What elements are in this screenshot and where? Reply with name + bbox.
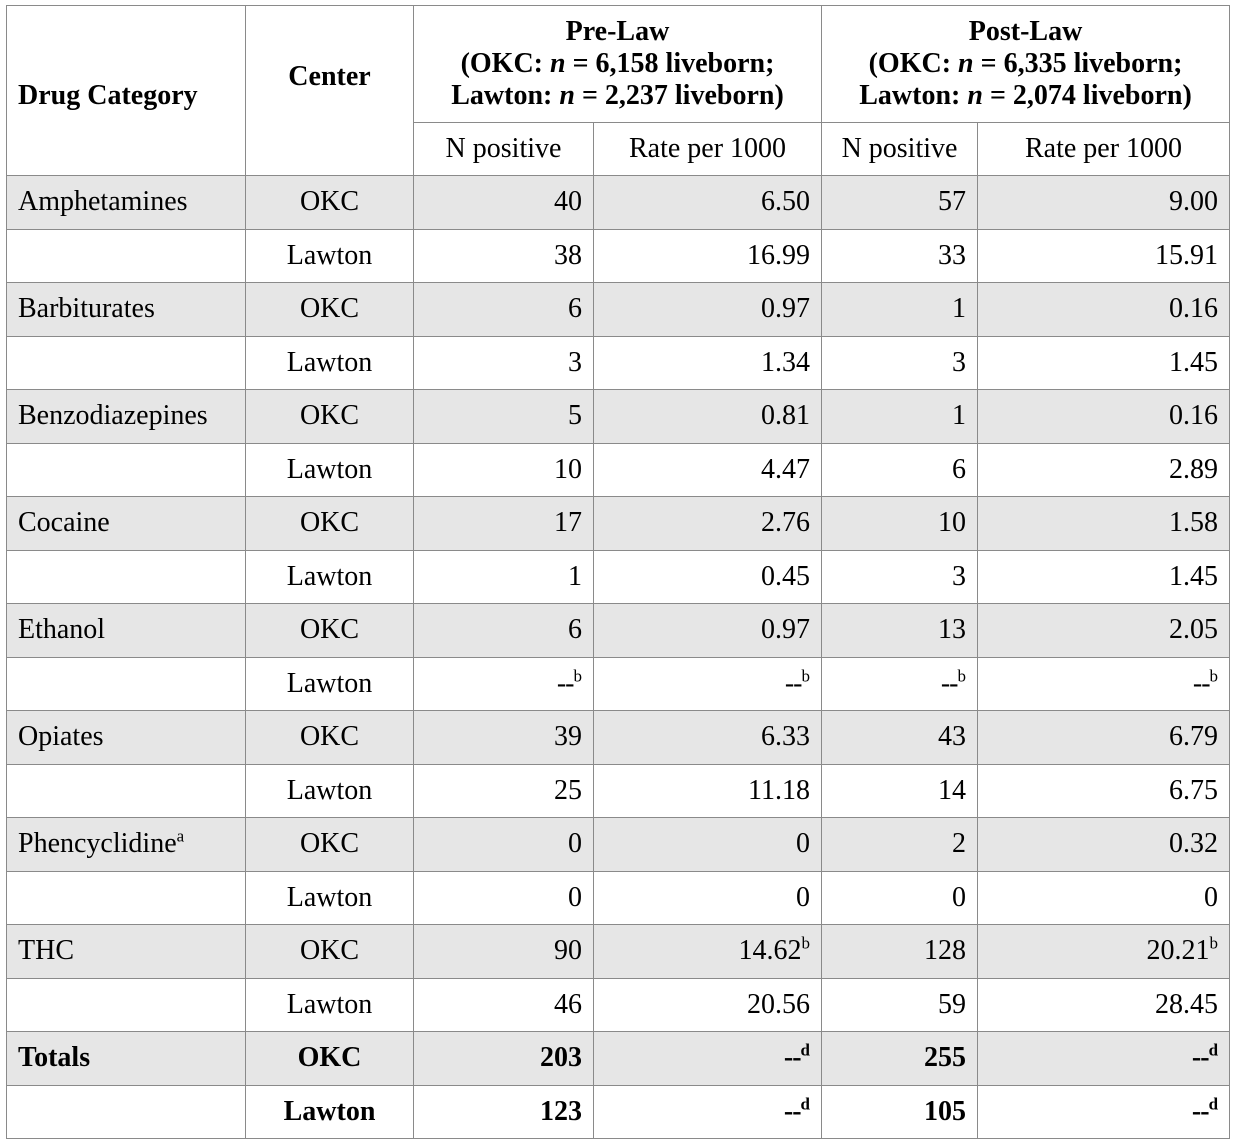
pre-rate-cell: [594, 176, 822, 230]
post-rate-cell: [978, 657, 1230, 711]
drug-category-cell: [7, 604, 246, 658]
drug-category-cell: [7, 818, 246, 872]
center-cell-value: OKC: [299, 935, 360, 967]
pre-rate-cell: [594, 497, 822, 551]
post-rate-cell-value: 1.45: [1169, 346, 1219, 378]
header-pre-law-title: Pre-Law: [565, 16, 670, 47]
center-cell-value: OKC: [299, 828, 360, 860]
drug-category-cell: [7, 1032, 246, 1086]
post-rate-cell: [978, 925, 1230, 979]
drug-category-cell: [7, 978, 246, 1032]
post-n-positive-cell-value: 10: [938, 507, 967, 539]
drug-category-cell: [7, 336, 246, 390]
post-rate-cell: [978, 711, 1230, 765]
header-pre-law: [414, 6, 822, 123]
pre-rate-cell-value: 11.18: [748, 774, 811, 806]
drug-category-cell-value: Opiates: [18, 721, 104, 753]
pre-n-positive-cell: [414, 657, 594, 711]
post-rate-cell: [978, 336, 1230, 390]
pre-n-positive-cell: [414, 818, 594, 872]
footnote-marker: d: [800, 1040, 811, 1060]
drug-category-cell: [7, 176, 246, 230]
center-cell-value: Lawton: [286, 881, 373, 913]
pre-n-positive-cell: [414, 1085, 594, 1139]
footnote-marker: d: [1208, 1040, 1219, 1060]
post-rate-cell: [978, 550, 1230, 604]
footnote-marker: a: [176, 826, 185, 846]
pre-n-positive-cell: [414, 550, 594, 604]
center-cell: [246, 1085, 414, 1139]
pre-rate-cell: [594, 764, 822, 818]
header-post-law-okc-value: = 6,335 liveborn;: [973, 48, 1183, 79]
post-n-positive-cell: [822, 229, 978, 283]
table-row: [7, 711, 1230, 765]
table-row: [7, 604, 1230, 658]
drug-category-cell-value: Phencyclidine: [18, 828, 177, 860]
footnote-marker: d: [1208, 1094, 1219, 1114]
post-rate-cell-value: 1.58: [1169, 507, 1219, 539]
header-pre-law-lawton-prefix: Lawton:: [451, 80, 560, 111]
post-n-positive-cell-value: 14: [938, 774, 967, 806]
drug-category-cell: [7, 283, 246, 337]
pre-rate-cell-value: 6.33: [761, 721, 811, 753]
pre-rate-cell-value: 20.56: [747, 988, 811, 1020]
table-row: [7, 818, 1230, 872]
drug-category-cell-value: Cocaine: [18, 507, 110, 539]
post-n-positive-cell: [822, 871, 978, 925]
pre-n-positive-cell: [414, 176, 594, 230]
header-pre-law-lawton-n: n: [559, 80, 575, 111]
drug-category-cell-value: Barbiturates: [18, 293, 155, 325]
post-rate-cell: [978, 978, 1230, 1032]
header-pre-rate: Rate per 1000: [594, 123, 822, 176]
table-row: [7, 443, 1230, 497]
center-cell: [246, 657, 414, 711]
center-cell-value: OKC: [299, 721, 360, 753]
header-post-law-lawton-n: n: [967, 80, 983, 111]
pre-rate-cell: [594, 1085, 822, 1139]
center-cell-value: Lawton: [286, 560, 373, 592]
post-rate-cell-value: 0.16: [1169, 293, 1219, 325]
center-cell: [246, 336, 414, 390]
table-row: [7, 497, 1230, 551]
table-row: [7, 283, 1230, 337]
table-row: [7, 176, 1230, 230]
footnote-marker: b: [1209, 666, 1219, 686]
post-n-positive-cell: [822, 283, 978, 337]
pre-rate-cell-value: 0.97: [761, 293, 811, 325]
post-rate-cell: [978, 604, 1230, 658]
footnote-marker: b: [957, 666, 967, 686]
post-n-positive-cell-value: 3: [952, 560, 967, 592]
header-center: Center: [246, 6, 414, 176]
pre-rate-cell-value: 2.76: [761, 507, 811, 539]
pre-n-positive-cell-value: --: [556, 667, 574, 699]
post-rate-cell-value: 2.89: [1169, 453, 1219, 485]
pre-n-positive-cell: [414, 925, 594, 979]
post-n-positive-cell: [822, 978, 978, 1032]
table-body: [7, 176, 1230, 1139]
post-rate-cell: [978, 283, 1230, 337]
drug-category-cell: [7, 229, 246, 283]
footnote-marker: b: [1209, 933, 1219, 953]
center-cell: [246, 176, 414, 230]
center-cell-value: OKC: [299, 507, 360, 539]
pre-n-positive-cell: [414, 1032, 594, 1086]
post-n-positive-cell-value: 2: [952, 828, 967, 860]
table-row: [7, 1085, 1230, 1139]
pre-rate-cell: [594, 871, 822, 925]
pre-n-positive-cell-value: 0: [568, 881, 582, 913]
post-rate-cell: [978, 497, 1230, 551]
post-rate-cell-value: 0: [1204, 881, 1219, 913]
pre-rate-cell: [594, 978, 822, 1032]
post-rate-cell-value: 20.21: [1146, 935, 1210, 967]
post-rate-cell-value: --: [1192, 667, 1210, 699]
header-pre-law-okc-n: n: [550, 48, 566, 79]
pre-rate-cell: [594, 818, 822, 872]
header-pre-n-positive: N positive: [414, 123, 594, 176]
pre-n-positive-cell-value: 46: [554, 988, 582, 1020]
post-n-positive-cell: [822, 176, 978, 230]
pre-rate-cell: [594, 1032, 822, 1086]
center-cell: [246, 229, 414, 283]
table-row: [7, 657, 1230, 711]
post-n-positive-cell: [822, 604, 978, 658]
center-cell: [246, 818, 414, 872]
pre-n-positive-cell: [414, 443, 594, 497]
header-pre-law-okc-value: = 6,158 liveborn;: [565, 48, 775, 79]
pre-rate-cell-value: --: [783, 1095, 801, 1127]
post-rate-cell: [978, 443, 1230, 497]
pre-n-positive-cell-value: 6: [568, 293, 582, 325]
post-n-positive-cell: [822, 497, 978, 551]
pre-n-positive-cell-value: 17: [554, 507, 582, 539]
table-row: [7, 229, 1230, 283]
pre-rate-cell: [594, 229, 822, 283]
post-n-positive-cell: [822, 711, 978, 765]
post-n-positive-cell-value: 57: [938, 186, 967, 218]
table-row: [7, 925, 1230, 979]
post-n-positive-cell-value: 43: [938, 721, 967, 753]
post-n-positive-cell-value: 33: [938, 239, 967, 271]
post-rate-cell: [978, 229, 1230, 283]
pre-rate-cell: [594, 550, 822, 604]
center-cell: [246, 283, 414, 337]
footnote-marker: d: [800, 1094, 811, 1114]
post-n-positive-cell: [822, 925, 978, 979]
header-post-law-title: Post-Law: [968, 16, 1083, 47]
post-n-positive-cell-value: 6: [952, 453, 967, 485]
post-n-positive-cell-value: 255: [924, 1042, 967, 1074]
header-row-main: [7, 6, 1230, 123]
post-n-positive-cell-value: 3: [952, 346, 967, 378]
center-cell-value: Lawton: [286, 453, 373, 485]
pre-n-positive-cell-value: 38: [554, 239, 582, 271]
pre-n-positive-cell-value: 3: [568, 346, 582, 378]
post-n-positive-cell-value: --: [940, 667, 958, 699]
drug-category-cell-value: Amphetamines: [18, 186, 188, 218]
post-rate-cell-value: 0.16: [1169, 400, 1219, 432]
pre-n-positive-cell-value: 90: [554, 935, 582, 967]
post-rate-cell: [978, 1085, 1230, 1139]
center-cell: [246, 390, 414, 444]
pre-rate-cell-value: 0.97: [761, 614, 811, 646]
center-cell: [246, 604, 414, 658]
post-n-positive-cell-value: 0: [952, 881, 967, 913]
center-cell-value: Lawton: [286, 667, 373, 699]
pre-rate-cell-value: 1.34: [761, 346, 811, 378]
pre-rate-cell-value: --: [783, 1042, 801, 1074]
post-n-positive-cell: [822, 336, 978, 390]
drug-category-cell-value: THC: [18, 935, 74, 967]
table-row: [7, 978, 1230, 1032]
pre-rate-cell: [594, 443, 822, 497]
center-cell-value: OKC: [299, 614, 360, 646]
table-row: [7, 336, 1230, 390]
header-post-law-okc-prefix: (OKC:: [868, 48, 959, 79]
pre-n-positive-cell-value: 203: [540, 1042, 582, 1074]
center-cell-value: OKC: [297, 1042, 362, 1074]
footnote-marker: b: [801, 933, 811, 953]
pre-n-positive-cell: [414, 711, 594, 765]
post-rate-cell-value: 6.79: [1169, 721, 1219, 753]
header-pre-law-okc-prefix: (OKC:: [460, 48, 551, 79]
drug-category-cell-value: Totals: [18, 1042, 91, 1074]
header-post-law-lawton-value: = 2,074 liveborn): [982, 80, 1192, 111]
drug-category-cell: [7, 443, 246, 497]
post-rate-cell: [978, 764, 1230, 818]
post-rate-cell: [978, 818, 1230, 872]
header-pre-law-lawton-value: = 2,237 liveborn): [574, 80, 784, 111]
center-cell-value: OKC: [299, 400, 360, 432]
drug-category-cell-value: Ethanol: [18, 614, 106, 646]
center-cell: [246, 497, 414, 551]
drug-category-cell-value: Benzodiazepines: [18, 400, 208, 432]
post-rate-cell-value: 6.75: [1169, 774, 1219, 806]
footnote-marker: b: [573, 666, 582, 686]
drug-category-cell: [7, 925, 246, 979]
pre-n-positive-cell: [414, 604, 594, 658]
center-cell: [246, 443, 414, 497]
post-rate-cell-value: 2.05: [1169, 614, 1219, 646]
drug-category-cell: [7, 497, 246, 551]
pre-n-positive-cell-value: 40: [554, 186, 582, 218]
pre-n-positive-cell: [414, 871, 594, 925]
post-rate-cell: [978, 176, 1230, 230]
table-row: [7, 764, 1230, 818]
post-n-positive-cell-value: 105: [924, 1095, 967, 1127]
post-n-positive-cell-value: 128: [924, 935, 967, 967]
pre-rate-cell: [594, 925, 822, 979]
pre-rate-cell-value: 0: [796, 828, 811, 860]
pre-rate-cell-value: 0.81: [761, 400, 811, 432]
table-header: [7, 6, 1230, 176]
post-n-positive-cell-value: 59: [938, 988, 967, 1020]
pre-n-positive-cell-value: 5: [568, 400, 582, 432]
header-post-law: [822, 6, 1230, 123]
post-n-positive-cell-value: 13: [938, 614, 967, 646]
pre-n-positive-cell: [414, 229, 594, 283]
pre-n-positive-cell-value: 39: [554, 721, 582, 753]
post-rate-cell: [978, 390, 1230, 444]
post-n-positive-cell-value: 1: [952, 293, 967, 325]
post-rate-cell-value: --: [1191, 1095, 1209, 1127]
post-n-positive-cell: [822, 818, 978, 872]
pre-rate-cell-value: 0: [796, 881, 811, 913]
pre-n-positive-cell-value: 25: [554, 774, 582, 806]
table-row: [7, 390, 1230, 444]
table-row: [7, 550, 1230, 604]
post-n-positive-cell: [822, 390, 978, 444]
center-cell-value: Lawton: [286, 346, 373, 378]
pre-rate-cell: [594, 283, 822, 337]
post-rate-cell-value: 1.45: [1169, 560, 1219, 592]
pre-n-positive-cell-value: 6: [568, 614, 582, 646]
pre-rate-cell: [594, 711, 822, 765]
pre-rate-cell-value: 0.45: [761, 560, 811, 592]
pre-n-positive-cell: [414, 764, 594, 818]
drug-category-cell: [7, 390, 246, 444]
center-cell: [246, 1032, 414, 1086]
post-n-positive-cell-value: 1: [952, 400, 967, 432]
pre-n-positive-cell-value: 0: [568, 828, 582, 860]
pre-n-positive-cell: [414, 390, 594, 444]
header-post-rate: Rate per 1000: [978, 123, 1230, 176]
pre-rate-cell: [594, 390, 822, 444]
post-rate-cell-value: --: [1191, 1042, 1209, 1074]
footnote-marker: b: [801, 666, 811, 686]
header-post-law-okc-n: n: [958, 48, 974, 79]
post-n-positive-cell: [822, 1085, 978, 1139]
pre-n-positive-cell-value: 1: [568, 560, 582, 592]
pre-rate-cell: [594, 604, 822, 658]
post-n-positive-cell: [822, 657, 978, 711]
center-cell-value: Lawton: [283, 1095, 376, 1127]
drug-category-cell: [7, 764, 246, 818]
post-rate-cell-value: 15.91: [1155, 239, 1219, 271]
center-cell: [246, 550, 414, 604]
post-rate-cell-value: 0.32: [1169, 828, 1219, 860]
pre-n-positive-cell-value: 123: [540, 1095, 582, 1127]
pre-rate-cell-value: 14.62: [738, 935, 802, 967]
center-cell: [246, 764, 414, 818]
post-rate-cell: [978, 1032, 1230, 1086]
pre-n-positive-cell: [414, 336, 594, 390]
table-row: [7, 1032, 1230, 1086]
pre-rate-cell-value: --: [784, 667, 802, 699]
center-cell: [246, 871, 414, 925]
drug-category-cell: [7, 711, 246, 765]
drug-category-cell: [7, 871, 246, 925]
post-n-positive-cell: [822, 443, 978, 497]
center-cell: [246, 711, 414, 765]
pre-n-positive-cell: [414, 497, 594, 551]
center-cell-value: Lawton: [286, 239, 373, 271]
drug-category-cell: [7, 550, 246, 604]
center-cell-value: OKC: [299, 186, 360, 218]
post-rate-cell: [978, 871, 1230, 925]
pre-n-positive-cell-value: 10: [554, 453, 582, 485]
table-row: [7, 871, 1230, 925]
center-cell: [246, 978, 414, 1032]
pre-rate-cell: [594, 336, 822, 390]
center-cell-value: Lawton: [286, 774, 373, 806]
pre-n-positive-cell: [414, 978, 594, 1032]
header-drug-category: Drug Category: [7, 6, 246, 176]
header-post-law-lawton-prefix: Lawton:: [859, 80, 968, 111]
drug-category-cell: [7, 1085, 246, 1139]
post-rate-cell-value: 28.45: [1155, 988, 1219, 1020]
pre-rate-cell: [594, 657, 822, 711]
center-cell-value: Lawton: [286, 988, 373, 1020]
pre-n-positive-cell: [414, 283, 594, 337]
pre-rate-cell-value: 4.47: [761, 453, 811, 485]
header-post-n-positive: N positive: [822, 123, 978, 176]
post-n-positive-cell: [822, 764, 978, 818]
pre-rate-cell-value: 16.99: [747, 239, 811, 271]
drug-screening-table: [6, 5, 1230, 1139]
center-cell-value: OKC: [299, 293, 360, 325]
drug-category-cell: [7, 657, 246, 711]
post-rate-cell-value: 9.00: [1169, 186, 1219, 218]
post-n-positive-cell: [822, 1032, 978, 1086]
center-cell: [246, 925, 414, 979]
pre-rate-cell-value: 6.50: [761, 186, 811, 218]
post-n-positive-cell: [822, 550, 978, 604]
